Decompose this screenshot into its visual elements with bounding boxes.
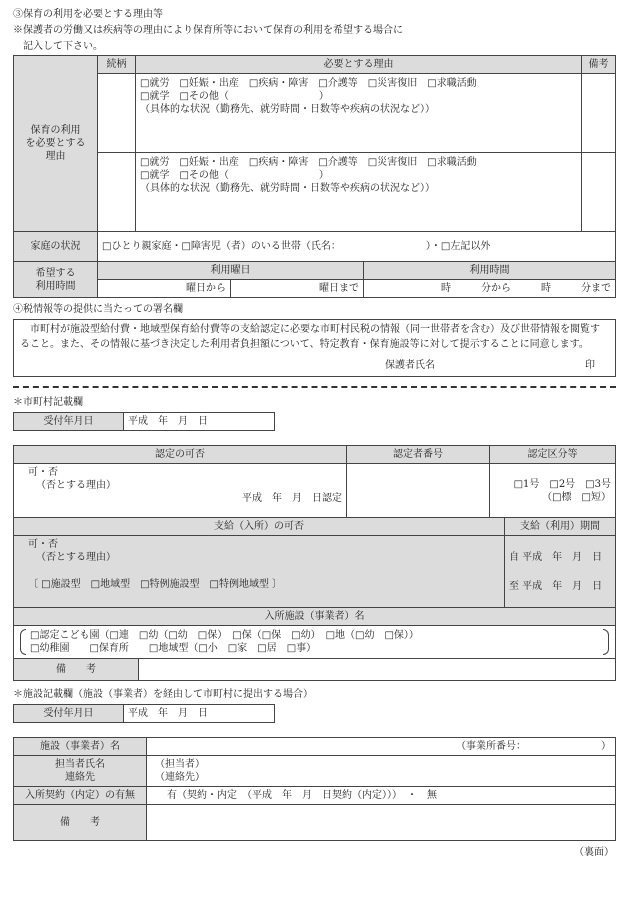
certification-cell[interactable] [14, 464, 347, 518]
facility-receipt-label: 受付年月日 [14, 705, 124, 723]
time-range-field[interactable]: 時 分から 時 分まで [364, 280, 616, 298]
family-status-table [13, 231, 616, 262]
pay-yes-no: 可・否 [28, 539, 58, 550]
facility-heading: ＊施設記載欄（施設（事業者）を経由して市町村に提出する場合） [13, 689, 313, 700]
staff-field[interactable]: （担当者） （連絡先） [147, 756, 616, 787]
use-day-header: 利用曜日 [98, 262, 364, 280]
day-from-field[interactable]: 曜日から [98, 280, 231, 298]
facility-type-options: 〔 □施設型 □地域型 □特例施設型 □特例地域型 〕 [28, 579, 283, 590]
relation-header: 続柄 [98, 56, 136, 74]
remarks-cell-2[interactable] [582, 153, 616, 232]
receipt-date-field[interactable]: 平成 年 月 日 [124, 413, 275, 431]
section3-note-cont: 記入して下さい。 [13, 41, 103, 52]
relation-cell-2[interactable] [98, 153, 136, 232]
facility-table [13, 737, 616, 841]
municipal-heading: ＊市町村記載欄 [13, 397, 83, 408]
consent-box [13, 319, 616, 377]
facility-name-field[interactable]: （事業所番号： ） [147, 738, 616, 756]
facility-remarks-field[interactable] [147, 805, 616, 841]
certificate-number-field[interactable] [347, 464, 490, 518]
family-status-label: 家庭の状況 [14, 232, 98, 262]
payment-cell[interactable] [14, 536, 505, 608]
reason-header: 必要とする理由 [136, 56, 582, 74]
facility-remarks-label: 備 考 [14, 805, 147, 841]
payment-period-cell[interactable] [505, 536, 616, 608]
day-to-field[interactable]: 曜日まで [231, 280, 364, 298]
reason-options: □就労 □妊娠・出産 □疾病・障害 □介護等 □災害復旧 □求職活動 [140, 78, 477, 89]
cut-line [13, 386, 616, 388]
facility-receipt-table [13, 704, 275, 723]
period-from: 自 平成 年 月 日 [509, 551, 603, 563]
payment-header: 支給（入所）の可否 [14, 518, 505, 536]
reason-options-2: □就学 □その他（ ） [140, 91, 329, 102]
category-options: □1号 □2号 □3号 [513, 478, 611, 490]
municipal-remarks-field[interactable] [139, 659, 616, 681]
municipal-remarks-table [13, 658, 616, 681]
reason-cell-2[interactable] [136, 153, 582, 232]
page-side-label: （裏面） [574, 847, 614, 858]
payment-period-header: 支給（利用）期間 [505, 518, 616, 536]
certification-category-header: 認定区分等 [490, 446, 616, 464]
left-bracket [20, 629, 26, 655]
right-bracket [603, 629, 609, 655]
remarks-header: 備考 [582, 56, 616, 74]
seal-mark: 印 [585, 360, 595, 371]
municipal-remarks-label: 備 考 [14, 659, 139, 681]
facility-options-cell[interactable] [14, 626, 616, 659]
relation-cell-1[interactable] [98, 74, 136, 153]
remarks-cell-1[interactable] [582, 74, 616, 153]
pay-reason-label: （否とする理由） [36, 552, 116, 563]
municipal-receipt-table [13, 412, 275, 431]
family-status-options[interactable]: □ひとり親家庭・□障害児（者）のいる世帯（氏名： ）・□左記以外 [98, 232, 616, 262]
facility-receipt-field[interactable]: 平成 年 月 日 [124, 705, 275, 723]
staff-label: 担当者氏名 連絡先 [14, 756, 147, 787]
guardian-name-label: 保護者氏名 [385, 360, 435, 371]
category-sub-options: （□標 □短） [542, 491, 611, 503]
section3-heading: ③保育の利用を必要とする理由等 [13, 9, 163, 20]
facility-option-line1: □認定こども園（□連 □幼（□幼 □保） □保（□保 □幼） □地（□幼 □保）） [30, 630, 419, 641]
cert-date: 平成 年 月 日認定 [242, 493, 342, 504]
facility-option-line2: □幼稚園 □保育所 □地域型（□小 □家 □居 □事） [30, 643, 317, 654]
reason-options: □就労 □妊娠・出産 □疾病・障害 □介護等 □災害復旧 □求職活動 [140, 157, 477, 168]
use-time-header: 利用時間 [364, 262, 616, 280]
contract-label: 入所契約（内定）の有無 [14, 787, 147, 805]
facility-name-header: 入所施設（事業者）名 [14, 608, 616, 626]
childcare-reason-row-label: 保育の利用 を必要とする 理由 [14, 56, 98, 232]
reason-options-2: □就学 □その他（ ） [140, 170, 329, 181]
certification-table [13, 445, 616, 518]
certification-header: 認定の可否 [14, 446, 347, 464]
desired-time-table [13, 261, 616, 298]
consent-text: 市町村が施設型給付費・地域型保育給付費等の支給認定に必要な市町村民税の情報（同一世帯者を含む）及び世帯情報を閲覧すること。また、その情報に基づき決定した利用者負担額について、特定教育・保育施設等に対して提示することに同意します。 [20, 324, 600, 350]
payment-table [13, 517, 616, 659]
contract-field[interactable]: 有（契約・内定 （平成 年 月 日契約（内定））） ・ 無 [147, 787, 616, 805]
cert-reason-label: （否とする理由） [36, 480, 116, 491]
childcare-reason-table [13, 55, 616, 232]
reason-cell-1[interactable] [136, 74, 582, 153]
certification-category-cell[interactable] [490, 464, 616, 518]
certificate-number-header: 認定者番号 [347, 446, 490, 464]
period-to: 至 平成 年 月 日 [509, 580, 603, 592]
facility-name-label: 施設（事業者）名 [14, 738, 147, 756]
section3-note: ※保護者の労働又は疾病等の理由により保育所等において保育の利用を希望する場合に [13, 25, 403, 36]
desired-time-label: 希望する 利用時間 [14, 262, 98, 298]
cert-yes-no: 可・否 [28, 467, 58, 478]
receipt-date-label: 受付年月日 [14, 413, 124, 431]
reason-detail-hint: （具体的な状況（勤務先、就労時間・日数等や疾病の状況など）） [140, 104, 435, 115]
reason-detail-hint: （具体的な状況（勤務先、就労時間・日数等や疾病の状況など）） [140, 183, 435, 194]
section4-heading: ④税情報等の提供に当たっての署名欄 [13, 304, 183, 315]
